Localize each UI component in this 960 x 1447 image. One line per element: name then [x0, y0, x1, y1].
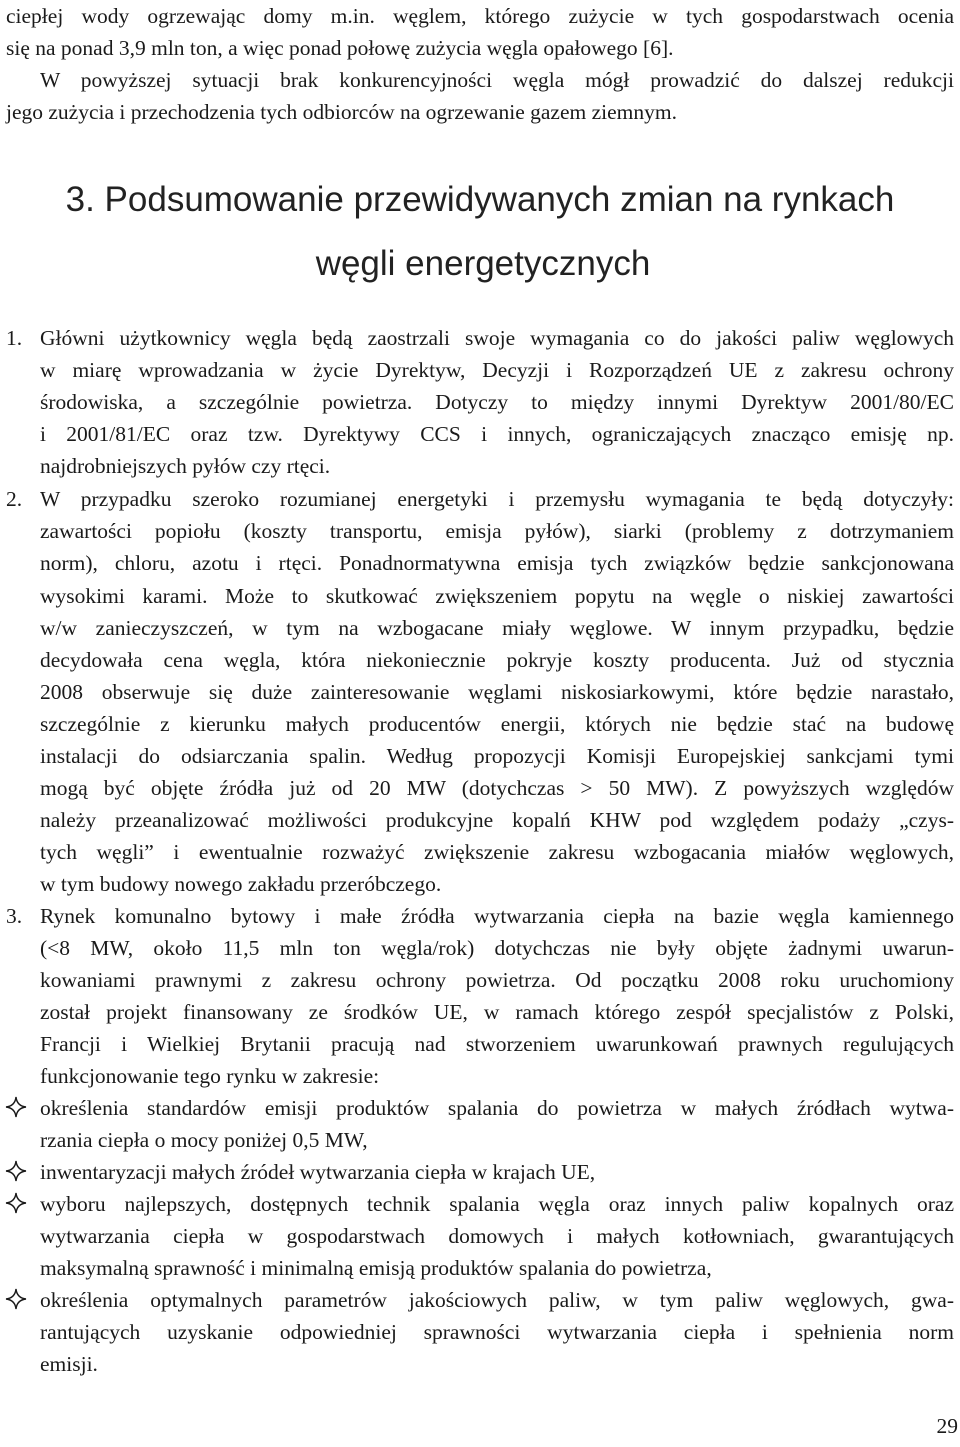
item-line: Główni użytkownicy węgla będą zaostrzali swoje wymagania co do jakości paliw węglowych [40, 326, 954, 350]
item-line: został projekt finansowany ze środków UE, w ramach którego zespół specjalistów z Polski, [40, 1000, 954, 1024]
bullet-line: wytwarzania ciepła w gospodarstwach domowych i małych kotłowniach, gwarantujących [40, 1224, 954, 1248]
star-bullet-icon [5, 1096, 27, 1118]
item-line: szczególnie z kierunku małych producentów energii, których nie będzie stać na budowę [40, 712, 954, 736]
item-line: decydowała cena węgla, która niekoniecznie pokryje koszty producenta. Już od stycznia [40, 648, 954, 672]
star-bullet-icon [5, 1160, 27, 1182]
item-line: Francji i Wielkiej Brytanii pracują nad stworzeniem uwarunkowań prawnych regulujących [40, 1032, 954, 1056]
item-line: W przypadku szeroko rozumianej energetyki i przemysłu wymagania te będą dotyczyły: [40, 487, 954, 511]
item-line: Rynek komunalno bytowy i małe źródła wytwarzania ciepła na bazie węgla kamiennego [40, 904, 954, 928]
item-line: i 2001/81/EC oraz tzw. Dyrektywy CCS i innych, ograniczających znacząco emisję np. [40, 422, 954, 446]
section-heading-line2: węgli energetycznych [315, 244, 651, 283]
item-line: w tym budowy nowego zakładu przeróbczego. [40, 872, 442, 896]
item-line: instalacji do odsiarczania spalin. Według propozycji Komisji Europejskiej sankcjami tymi [40, 744, 954, 768]
section-heading-line1: 3. Podsumowanie przewidywanych zmian na rynkach [65, 180, 895, 219]
star-bullet-icon [5, 1288, 27, 1310]
item-number: 2. [6, 487, 23, 511]
item-line: mogą być objęte źródła już od 20 MW (dotychczas > 50 MW). Z powyższych względów [40, 776, 954, 800]
intro-line: ciepłej wody ogrzewając domy m.in. węglem, którego zużycie w tych gospodarstwach ocenia [6, 4, 954, 28]
page-number: 29 [936, 1414, 958, 1438]
bullet-line: rantujących uzyskanie odpowiedniej sprawności wytwarzania ciepła i spełnienia norm [40, 1320, 954, 1344]
item-number: 1. [6, 326, 23, 350]
intro-line: się na ponad 3,9 mln ton, a więc ponad połowę zużycia węgla opałowego [6]. [6, 36, 674, 60]
item-line: środowiska, a szczególnie powietrza. Dotyczy to między innymi Dyrektyw 2001/80/EC [40, 390, 954, 414]
item-line: norm), chloru, azotu i rtęci. Ponadnormatywna emisja tych związków będzie sankcjonowana [40, 551, 954, 575]
item-line: w miarę wprowadzania w życie Dyrektyw, Decyzji i Rozporządzeń UE z zakresu ochrony [40, 358, 954, 382]
item-line: (<8 MW, około 11,5 mln ton węgla/rok) dotychczas nie były objęte żadnymi uwarun- [40, 936, 954, 960]
item-line: należy przeanalizować możliwości produkcyjne kopalń KHW pod względem podaży „czys- [40, 808, 954, 832]
item-line: 2008 obserwuje się duże zainteresowanie węglami niskosiarkowymi, które będzie narastało, [40, 680, 954, 704]
item-line: kowaniami prawnymi z zakresu ochrony powietrza. Od początku 2008 roku uruchomiony [40, 968, 954, 992]
item-line: tych węgli” i ewentualnie rozważyć zwiększenie zakresu wzbogacania miałów węglowych, [40, 840, 954, 864]
item-line: w/w zanieczyszczeń, w tym na wzbogacane miały węglowe. W innym przypadku, będzie [40, 616, 954, 640]
item-line: najdrobniejszych pyłów czy rtęci. [40, 454, 331, 478]
item-line: zawartości popiołu (koszty transportu, emisja pyłów), siarki (problemy z dotrzymaniem [40, 519, 954, 543]
bullet-line: maksymalną sprawność i minimalną emisją produktów spalania do powietrza, [40, 1256, 712, 1280]
bullet-line: inwentaryzacji małych źródeł wytwarzania ciepła w krajach UE, [40, 1160, 596, 1184]
star-bullet-icon [5, 1192, 27, 1214]
intro-line: W powyższej sytuacji brak konkurencyjności węgla mógł prowadzić do dalszej redukcji [40, 68, 954, 92]
intro-line: jego zużycia i przechodzenia tych odbiorców na ogrzewanie gazem ziemnym. [6, 100, 677, 124]
bullet-line: rzania ciepła o mocy poniżej 0,5 MW, [40, 1128, 368, 1152]
bullet-line: emisji. [40, 1352, 98, 1376]
item-number: 3. [6, 904, 23, 928]
bullet-line: wyboru najlepszych, dostępnych technik spalania węgla oraz innych paliw kopalnych oraz [40, 1192, 954, 1216]
item-line: funkcjonowanie tego rynku w zakresie: [40, 1064, 380, 1088]
bullet-line: określenia optymalnych parametrów jakościowych paliw, w tym paliw węglowych, gwa- [40, 1288, 954, 1312]
item-line: wysokimi karami. Może to skutkować zwiększeniem popytu na węgle o niskiej zawartości [40, 584, 954, 608]
bullet-line: określenia standardów emisji produktów spalania do powietrza w małych źródłach wytwa- [40, 1096, 954, 1120]
